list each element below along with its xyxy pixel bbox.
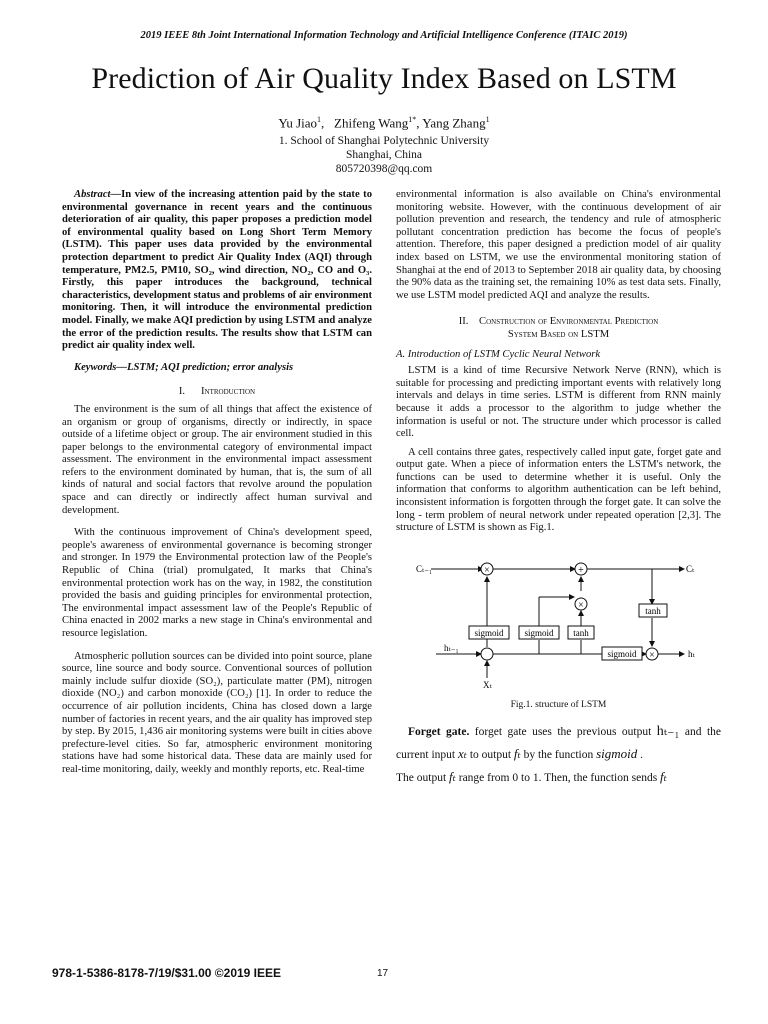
author-2: Zhifeng Wang [334,115,409,131]
section-2-number: II. [458,316,469,328]
author-3-mark: 1 [485,115,490,124]
c-prev-label: Cₜ₋₁ [416,563,433,574]
affiliation: 1. School of Shanghai Polytechnic University [278,135,490,147]
fg-f-symbol-3: fₜ [660,769,667,785]
fg-text-3: to output [466,749,514,762]
h-prev-label: hₜ₋₁ [444,642,459,653]
author-3: Yang Zhang [422,115,486,131]
abstract-text: In view of the increasing attention paid by the state to environmental governance in recent years and the continuous deterioration of air quality, this paper proposes a prediction model of environmental quality based on Long Short Term Memory (LSTM). This paper uses data provided by the environmental protection department to predict Air Quality Index (AQI) through temperature, PM2.5, PM10, SO₂, wind direction, NO₂, CO and O₃. Firstly, this paper introduces the background, technical characteristics, development status and problems of air environment monitoring. Then, it will introduce the environmental prediction model. Finally, we make AQI prediction by using LSTM and analyze the error of the prediction results. The results show that LSTM can predict air quality index well. [62,189,373,352]
h-next-label: hₜ [688,648,695,659]
intro-continuation: environmental information is also available on China's environmental monitoring website. However, with the continuous development of air pollution prevention and research, the tendency and rule of atmospheric pollutant concentration prediction has become the focus of people's attention. Therefore, this paper designed a prediction model of air quality index based on LSTM, we use the environmental monitoring station of Shanghai at the end of 2013 to September 2018 air quality data, by choosing the 90% data as the training set, the remaining 10% as test data sets. Finally, we use LSTM model predicted AQI and analyze the results. [396,189,721,301]
intro-paragraph-1: The environment is the sum of all things that affect the existence of an organism or group of organisms, directly or indirectly, in space outside of a lifetime object or group. The air environment studied in this paper belongs to the environmental category of environmental impact assessment. The environment in the environmental impact assessment refers to the environment dominated by human, that is, the sum of all kinds of natural and social factors that revolve around the population space and can directly or indirectly affect human survival and development. [62,403,372,516]
fg-x-symbol: xₜ [457,746,467,762]
lstm-paragraph-2: A cell contains three gates, respectively called input gate, forget gate and output gate. When a piece of information enters the LSTM's network, the functions can be used to determine whether it is useful. Only the information that conforms to algorithm authentication can be left behind, inconsistent information is forgotten through the forget gate. It can solve the long - term problem of neural network under repeated operation [2,3]. The structure of LSTM is shown as Fig.1. [396,446,721,534]
keywords-label: Keywords— [74,361,127,373]
output-tanh-label: tanh [645,605,661,616]
section-1-number: I. [178,386,186,398]
author-1: Yu Jiao [278,115,318,131]
x-input-label: Xₜ [483,679,492,690]
figure-caption: Fig.1. structure of LSTM [510,699,607,710]
fg-text-5: . [637,749,644,762]
intro-paragraph-2: With the continuous improvement of China's development speed, people's awareness of environmental governance is becoming stronger and stronger. In 1979 the Environmental protection law of the People's Republic of China (trial) promulgated, It marks that China's environmental protection work has on the way, in 1982, the constitution provided the basis and guiding principles for environmental protection, The environmental impact assessment law of the People's Republic of China enacted in 2002 marks a new stage in China's environmental and resource legislation. [62,527,372,639]
lstm-structure-figure [396,545,721,695]
output-sigmoid-label: sigmoid [607,648,637,659]
input-sigmoid-label: sigmoid [524,627,554,638]
fg-text-1: forget gate uses the previous output [469,726,657,739]
output-multiply-symbol: × [649,649,655,661]
add-symbol: + [578,564,584,576]
author-email[interactable]: 805720398@qq.com [335,163,433,175]
affiliation-city: Shanghai, China [345,149,423,161]
input-tanh-label: tanh [573,627,589,638]
section-heading-introduction [62,386,372,399]
fg-h-symbol: hₜ₋₁ [656,724,680,740]
author-1-mark: 1 [317,115,322,124]
forget-sigmoid-label: sigmoid [474,627,504,638]
fg-f-symbol: fₜ [513,746,521,762]
section-1-title: Introduction [200,386,256,398]
gate-nodes [481,563,658,661]
right-column [396,189,721,789]
paper-title: Prediction of Air Quality Index Based on LSTM [91,62,677,95]
concat-node [481,648,493,660]
fg-sigmoid: sigmoid [596,746,638,762]
section-2-title-line-2: System Based on LSTM [507,328,610,340]
abstract-label: Abstract— [74,189,122,200]
section-heading-2 [396,316,721,329]
left-column [62,189,372,777]
subsection-heading: A. Introduction of LSTM Cyclic Neural Network [396,348,601,360]
fg-text-4: by the function [520,749,597,762]
keywords [62,362,372,375]
input-multiply-symbol: × [578,599,584,611]
author-2-mark: 1* [408,115,417,124]
forget-gate-heading: Forget gate. [408,726,470,739]
gate-boxes [469,604,667,660]
footer-isbn: 978-1-5386-8178-7/19/$31.00 ©2019 IEEE [52,966,282,980]
lstm-paragraph-1: LSTM is a kind of time Recursive Network Nerve (RNN), which is suitable for processing and predicting important events with relatively long intervals and delays in time series. LSTM is different from RNN mainly because it adds a processor to the algorithm to judge whether the information is useful or not. The structure under which processor is called cell. [396,365,721,440]
forget-gate-paragraph [396,721,721,789]
conference-header: 2019 IEEE 8th Joint International Information Technology and Artificial Intelligence Conference (ITAIC 2019) [140,30,628,41]
fg-text-6: The output [396,772,450,785]
fg-f-symbol-2: fₜ [449,769,456,785]
author-line: Yu Jiao$^1$, Zhifeng Wang$^{1*}$, Yang Zhang$^1$ [278,115,490,131]
c-next-label: Cₜ [686,563,695,574]
section-2-title-line-1: Construction of Environmental Prediction [479,316,659,328]
keywords-text: LSTM; AQI prediction; error analysis [126,361,294,373]
page-number: 17 [377,968,389,979]
fg-text-7: range from 0 to 1. Then, the function sends [455,772,661,785]
abstract [62,189,372,353]
fg-text-2: and the current input [396,726,722,762]
intro-paragraph-3: Atmospheric pollution sources can be divided into point source, plane source, line source and body source. Conventional sources of pollution mainly include sulfur dioxide (SO₂), particulate matter (PM), nitrogen dioxide (NO₂) and carbon monoxide (CO₂) [1]. In order to reduce the occurrence of air pollution incidents, China has closed down a large number of factories in recent years, and the air quality has improved step by step. By 2015, 1,436 air monitoring systems were built in cities above prefecture-level cities. So far, atmospheric environment monitoring stations have had some historical data. These data are mainly used for real-time monitoring, daily, weekly and monthly reports, etc. Real-time [62,650,372,775]
forget-multiply-symbol: × [484,564,490,576]
